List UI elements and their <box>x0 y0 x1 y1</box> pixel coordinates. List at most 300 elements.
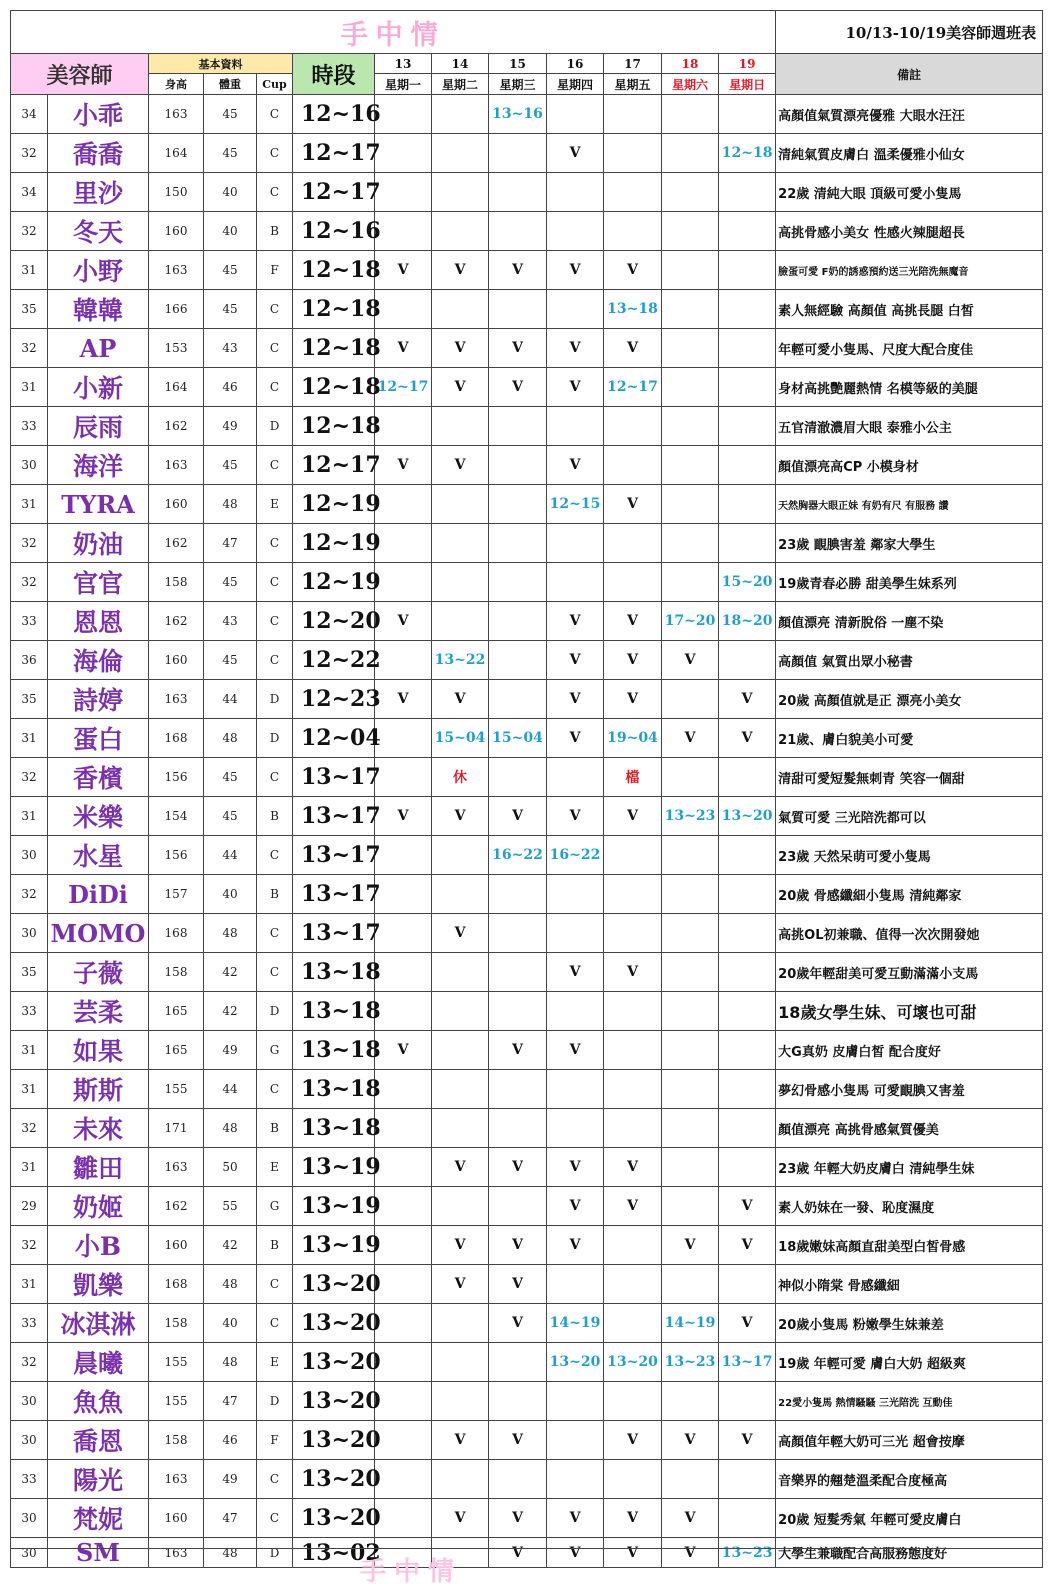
age-cell: 34 <box>11 173 48 212</box>
therapist-name: 冰淇淋 <box>48 1304 149 1343</box>
therapist-name: 凱樂 <box>48 1265 149 1304</box>
day-cell: V <box>719 1226 776 1265</box>
day-cell <box>662 875 719 914</box>
day-cell <box>489 953 547 992</box>
time-slot-cell: 12~18 <box>293 407 375 446</box>
day-cell: V <box>547 368 604 407</box>
height-cell: 168 <box>149 719 204 758</box>
note-cell: 氣質可愛 三光陪洗都可以 <box>776 797 1043 836</box>
time-slot-cell: 13~18 <box>293 1031 375 1070</box>
date-header: 16 <box>547 54 604 74</box>
day-cell: 休 <box>432 758 489 797</box>
time-slot-cell: 13~17 <box>293 914 375 953</box>
cup-cell: C <box>257 914 293 953</box>
day-cell: 18~20 <box>719 602 776 641</box>
day-cell <box>489 602 547 641</box>
weight-cell: 45 <box>204 797 257 836</box>
weight-cell: 44 <box>204 680 257 719</box>
day-cell <box>604 134 662 173</box>
day-cell <box>662 251 719 290</box>
age-cell: 32 <box>11 329 48 368</box>
day-cell <box>489 914 547 953</box>
table-row <box>11 1499 1043 1538</box>
day-cell <box>662 329 719 368</box>
day-cell <box>375 1304 432 1343</box>
day-cell: 14~19 <box>547 1304 604 1343</box>
note-cell: 顏值漂亮高CP 小模身材 <box>776 446 1043 485</box>
note-cell: 高顏值年輕大奶可三光 超會按摩 <box>776 1421 1043 1460</box>
day-cell: V <box>489 1304 547 1343</box>
day-cell <box>604 1070 662 1109</box>
weight-cell: 45 <box>204 134 257 173</box>
day-cell: V <box>489 1499 547 1538</box>
weight-cell: 40 <box>204 212 257 251</box>
day-cell <box>489 1460 547 1499</box>
weight-cell: 48 <box>204 1265 257 1304</box>
day-cell <box>489 992 547 1031</box>
day-cell <box>489 758 547 797</box>
time-slot-cell: 13~19 <box>293 1226 375 1265</box>
day-cell <box>375 1148 432 1187</box>
time-slot-cell: 12~23 <box>293 680 375 719</box>
day-cell <box>662 1109 719 1148</box>
note-cell: 22愛小隻馬 熱情騷騷 三光陪洗 互動佳 <box>776 1382 1043 1421</box>
name-column-header: 美容師 <box>11 54 149 95</box>
therapist-name: 恩恩 <box>48 602 149 641</box>
day-cell <box>375 1070 432 1109</box>
cup-cell: D <box>257 719 293 758</box>
age-cell: 32 <box>11 875 48 914</box>
day-cell <box>719 290 776 329</box>
table-row <box>11 329 1043 368</box>
day-cell <box>547 1265 604 1304</box>
day-cell <box>662 290 719 329</box>
day-cell: V <box>547 1226 604 1265</box>
weight-cell: 47 <box>204 524 257 563</box>
height-cell: 160 <box>149 485 204 524</box>
height-cell: 156 <box>149 758 204 797</box>
cup-cell: C <box>257 95 293 134</box>
table-row <box>11 290 1043 329</box>
table-row <box>11 1304 1043 1343</box>
day-cell: V <box>547 134 604 173</box>
therapist-name: 芸柔 <box>48 992 149 1031</box>
table-row <box>11 485 1043 524</box>
time-slot-cell: 13~18 <box>293 992 375 1031</box>
weight-cell: 48 <box>204 1343 257 1382</box>
table-row <box>11 641 1043 680</box>
day-cell <box>489 680 547 719</box>
note-cell: 22歲 清純大眼 頂級可愛小隻馬 <box>776 173 1043 212</box>
height-cell: 166 <box>149 290 204 329</box>
day-cell <box>432 1031 489 1070</box>
day-cell <box>432 134 489 173</box>
day-cell: V <box>375 1031 432 1070</box>
age-cell: 31 <box>11 251 48 290</box>
day-cell <box>432 1460 489 1499</box>
note-cell: 清甜可愛短髮無刺青 笑容一個甜 <box>776 758 1043 797</box>
day-cell <box>662 446 719 485</box>
day-cell <box>719 1460 776 1499</box>
table-row <box>11 134 1043 173</box>
height-cell: 158 <box>149 1304 204 1343</box>
weight-cell: 47 <box>204 1382 257 1421</box>
cup-cell: E <box>257 1343 293 1382</box>
day-cell <box>547 95 604 134</box>
weight-cell: 49 <box>204 1460 257 1499</box>
day-cell: V <box>662 1499 719 1538</box>
day-cell: V <box>432 368 489 407</box>
age-cell: 30 <box>11 1421 48 1460</box>
day-cell <box>375 641 432 680</box>
day-cell: V <box>662 719 719 758</box>
day-cell: V <box>432 251 489 290</box>
note-cell: 20歲年輕甜美可愛互動滿滿小支馬 <box>776 953 1043 992</box>
note-cell: 20歲 高顏值就是正 漂亮小美女 <box>776 680 1043 719</box>
date-header: 14 <box>432 54 489 74</box>
day-cell <box>547 875 604 914</box>
day-cell: V <box>432 446 489 485</box>
day-cell <box>489 212 547 251</box>
table-row <box>11 1226 1043 1265</box>
day-cell <box>432 836 489 875</box>
time-slot-cell: 13~17 <box>293 836 375 875</box>
weight-cell: 48 <box>204 485 257 524</box>
day-cell <box>375 212 432 251</box>
therapist-name: 小野 <box>48 251 149 290</box>
day-cell <box>432 1187 489 1226</box>
age-cell: 31 <box>11 485 48 524</box>
day-cell <box>604 95 662 134</box>
day-cell: V <box>604 251 662 290</box>
day-cell <box>489 1070 547 1109</box>
weight-column-header: 體重 <box>204 74 257 95</box>
age-cell: 31 <box>11 1031 48 1070</box>
time-slot-cell: 13~20 <box>293 1304 375 1343</box>
age-cell: 35 <box>11 953 48 992</box>
height-cell: 163 <box>149 680 204 719</box>
weight-cell: 48 <box>204 914 257 953</box>
week-title: 10/13-10/19美容師週班表 <box>776 11 1043 54</box>
day-cell: 12~17 <box>375 368 432 407</box>
day-cell <box>432 953 489 992</box>
weight-cell: 40 <box>204 173 257 212</box>
age-cell: 31 <box>11 797 48 836</box>
table-row <box>11 95 1043 134</box>
day-cell <box>662 1187 719 1226</box>
day-cell: V <box>432 680 489 719</box>
day-cell: V <box>604 1421 662 1460</box>
day-cell <box>375 1187 432 1226</box>
day-cell <box>547 992 604 1031</box>
day-cell: V <box>489 251 547 290</box>
weekday-header: 星期二 <box>432 74 489 95</box>
day-cell: V <box>489 1148 547 1187</box>
therapist-name: 梵妮 <box>48 1499 149 1538</box>
day-cell: V <box>719 1421 776 1460</box>
day-cell: V <box>547 1187 604 1226</box>
day-cell <box>375 173 432 212</box>
day-cell <box>432 1304 489 1343</box>
day-cell: V <box>375 329 432 368</box>
day-cell <box>662 1460 719 1499</box>
age-cell: 36 <box>11 641 48 680</box>
time-slot-cell: 12~18 <box>293 290 375 329</box>
basic-info-header: 基本資料 <box>149 54 293 74</box>
therapist-name: 如果 <box>48 1031 149 1070</box>
time-slot-cell: 12~20 <box>293 602 375 641</box>
cup-cell: B <box>257 1226 293 1265</box>
day-cell <box>662 992 719 1031</box>
cup-cell: C <box>257 134 293 173</box>
day-cell: 15~04 <box>432 719 489 758</box>
height-cell: 155 <box>149 1382 204 1421</box>
day-cell <box>489 173 547 212</box>
note-cell: 五官清澈濃眉大眼 泰雅小公主 <box>776 407 1043 446</box>
age-cell: 32 <box>11 563 48 602</box>
day-cell: V <box>432 1148 489 1187</box>
note-cell: 神似小隋棠 骨感纖細 <box>776 1265 1043 1304</box>
time-slot-cell: 13~17 <box>293 875 375 914</box>
day-cell <box>375 914 432 953</box>
day-cell: V <box>547 446 604 485</box>
time-slot-cell: 12~17 <box>293 446 375 485</box>
day-cell <box>719 1382 776 1421</box>
table-row <box>11 1031 1043 1070</box>
table-row <box>11 1148 1043 1187</box>
day-cell: V <box>432 914 489 953</box>
therapist-name: 陽光 <box>48 1460 149 1499</box>
day-cell <box>432 1109 489 1148</box>
day-cell: 13~20 <box>719 797 776 836</box>
day-cell <box>604 1031 662 1070</box>
day-cell <box>489 134 547 173</box>
table-row <box>11 719 1043 758</box>
day-cell <box>489 446 547 485</box>
age-cell: 31 <box>11 1148 48 1187</box>
day-cell: V <box>719 1187 776 1226</box>
day-cell: V <box>547 719 604 758</box>
height-column-header: 身高 <box>149 74 204 95</box>
day-cell: V <box>547 1148 604 1187</box>
day-cell: V <box>547 680 604 719</box>
day-cell <box>432 992 489 1031</box>
therapist-name: TYRA <box>48 485 149 524</box>
day-cell <box>604 563 662 602</box>
day-cell <box>375 407 432 446</box>
time-slot-cell: 13~18 <box>293 953 375 992</box>
cup-cell: F <box>257 1421 293 1460</box>
cup-cell: C <box>257 641 293 680</box>
cup-cell: D <box>257 680 293 719</box>
date-header: 18 <box>662 54 719 74</box>
weekday-header: 星期一 <box>375 74 432 95</box>
note-cell: 大G真奶 皮膚白皙 配合度好 <box>776 1031 1043 1070</box>
note-cell: 顏值漂亮 清新脫俗 一塵不染 <box>776 602 1043 641</box>
weight-cell: 46 <box>204 1421 257 1460</box>
day-cell: V <box>662 1226 719 1265</box>
day-cell: 12~15 <box>547 485 604 524</box>
cup-cell: G <box>257 1187 293 1226</box>
day-cell <box>662 524 719 563</box>
day-cell: V <box>604 1148 662 1187</box>
height-cell: 163 <box>149 251 204 290</box>
cup-cell: D <box>257 1538 293 1568</box>
cup-cell: E <box>257 1148 293 1187</box>
therapist-name: SM <box>48 1538 149 1568</box>
date-header: 17 <box>604 54 662 74</box>
day-cell <box>489 563 547 602</box>
day-cell <box>547 212 604 251</box>
day-cell <box>604 875 662 914</box>
weekday-header: 星期三 <box>489 74 547 95</box>
height-cell: 155 <box>149 1070 204 1109</box>
day-cell <box>662 95 719 134</box>
day-cell <box>432 290 489 329</box>
time-slot-cell: 12~16 <box>293 212 375 251</box>
time-slot-cell: 12~22 <box>293 641 375 680</box>
day-cell: V <box>604 329 662 368</box>
day-cell <box>719 524 776 563</box>
day-cell: V <box>432 1499 489 1538</box>
day-cell: V <box>375 680 432 719</box>
day-cell <box>604 1304 662 1343</box>
note-cell: 18歲嫩妹高顏直甜美型白皙骨感 <box>776 1226 1043 1265</box>
table-row <box>11 680 1043 719</box>
therapist-name: 奶姬 <box>48 1187 149 1226</box>
cup-cell: C <box>257 446 293 485</box>
table-row <box>11 446 1043 485</box>
height-cell: 150 <box>149 173 204 212</box>
day-cell: 15~20 <box>719 563 776 602</box>
weight-cell: 45 <box>204 251 257 290</box>
weight-cell: 48 <box>204 1538 257 1568</box>
day-cell: 13~16 <box>489 95 547 134</box>
therapist-name: 米樂 <box>48 797 149 836</box>
day-cell: V <box>547 329 604 368</box>
cup-cell: C <box>257 329 293 368</box>
cup-cell: C <box>257 368 293 407</box>
height-cell: 171 <box>149 1109 204 1148</box>
therapist-name: 斯斯 <box>48 1070 149 1109</box>
age-cell: 32 <box>11 1226 48 1265</box>
day-cell <box>604 914 662 953</box>
note-cell: 20歲 骨感纖細小隻馬 清純鄰家 <box>776 875 1043 914</box>
cup-cell: D <box>257 992 293 1031</box>
therapist-name: 晨曦 <box>48 1343 149 1382</box>
note-cell: 大學生兼職配合高服務態度好 <box>776 1538 1043 1568</box>
day-cell <box>719 875 776 914</box>
day-cell <box>662 1070 719 1109</box>
table-row <box>11 563 1043 602</box>
day-cell: V <box>547 1031 604 1070</box>
day-cell: V <box>489 1538 547 1568</box>
day-cell <box>489 485 547 524</box>
age-cell: 30 <box>11 1538 48 1568</box>
day-cell <box>662 1031 719 1070</box>
table-row <box>11 797 1043 836</box>
table-row <box>11 953 1043 992</box>
day-cell <box>719 212 776 251</box>
note-cell: 23歲 天然呆萌可愛小隻馬 <box>776 836 1043 875</box>
day-cell <box>719 368 776 407</box>
therapist-name: 水星 <box>48 836 149 875</box>
day-cell <box>719 1070 776 1109</box>
weight-cell: 45 <box>204 563 257 602</box>
day-cell <box>432 524 489 563</box>
day-cell: V <box>489 1265 547 1304</box>
day-cell: 16~22 <box>547 836 604 875</box>
day-cell: V <box>662 641 719 680</box>
notes-column-header: 備註 <box>776 54 1043 95</box>
age-cell: 33 <box>11 602 48 641</box>
height-cell: 158 <box>149 953 204 992</box>
day-cell <box>375 1109 432 1148</box>
age-cell: 33 <box>11 992 48 1031</box>
day-cell <box>375 95 432 134</box>
height-cell: 154 <box>149 797 204 836</box>
header-row-1 <box>11 54 1043 74</box>
table-row <box>11 875 1043 914</box>
height-cell: 160 <box>149 1226 204 1265</box>
height-cell: 168 <box>149 1265 204 1304</box>
therapist-name: 韓韓 <box>48 290 149 329</box>
weight-cell: 45 <box>204 290 257 329</box>
day-cell <box>375 836 432 875</box>
day-cell: V <box>432 1226 489 1265</box>
cup-column-header: Cup <box>257 74 293 95</box>
day-cell <box>719 836 776 875</box>
schedule-table <box>10 10 1043 1568</box>
height-cell: 162 <box>149 407 204 446</box>
table-row <box>11 407 1043 446</box>
height-cell: 158 <box>149 563 204 602</box>
height-cell: 164 <box>149 134 204 173</box>
age-cell: 31 <box>11 1265 48 1304</box>
day-cell: V <box>375 446 432 485</box>
age-cell: 33 <box>11 407 48 446</box>
day-cell <box>489 1382 547 1421</box>
cup-cell: F <box>257 251 293 290</box>
day-cell <box>547 407 604 446</box>
time-slot-cell: 13~18 <box>293 1109 375 1148</box>
time-slot-cell: 13~20 <box>293 1382 375 1421</box>
therapist-name: DiDi <box>48 875 149 914</box>
age-cell: 31 <box>11 368 48 407</box>
day-cell <box>604 524 662 563</box>
day-cell <box>375 563 432 602</box>
therapist-name: AP <box>48 329 149 368</box>
cup-cell: C <box>257 173 293 212</box>
day-cell <box>719 914 776 953</box>
day-cell <box>604 836 662 875</box>
therapist-name: 海倫 <box>48 641 149 680</box>
day-cell: 15~04 <box>489 719 547 758</box>
day-cell <box>662 758 719 797</box>
cup-cell: B <box>257 797 293 836</box>
day-cell <box>432 95 489 134</box>
weight-cell: 48 <box>204 719 257 758</box>
day-cell <box>662 563 719 602</box>
note-cell: 天然胸器大眼正妹 有奶有尺 有服務 讚 <box>776 485 1043 524</box>
day-cell <box>432 875 489 914</box>
height-cell: 163 <box>149 446 204 485</box>
note-cell: 臉蛋可愛 F奶的誘惑預約送三光陪洗無魔音 <box>776 251 1043 290</box>
date-header: 13 <box>375 54 432 74</box>
day-cell <box>604 1226 662 1265</box>
day-cell: 14~19 <box>662 1304 719 1343</box>
table-row <box>11 758 1043 797</box>
